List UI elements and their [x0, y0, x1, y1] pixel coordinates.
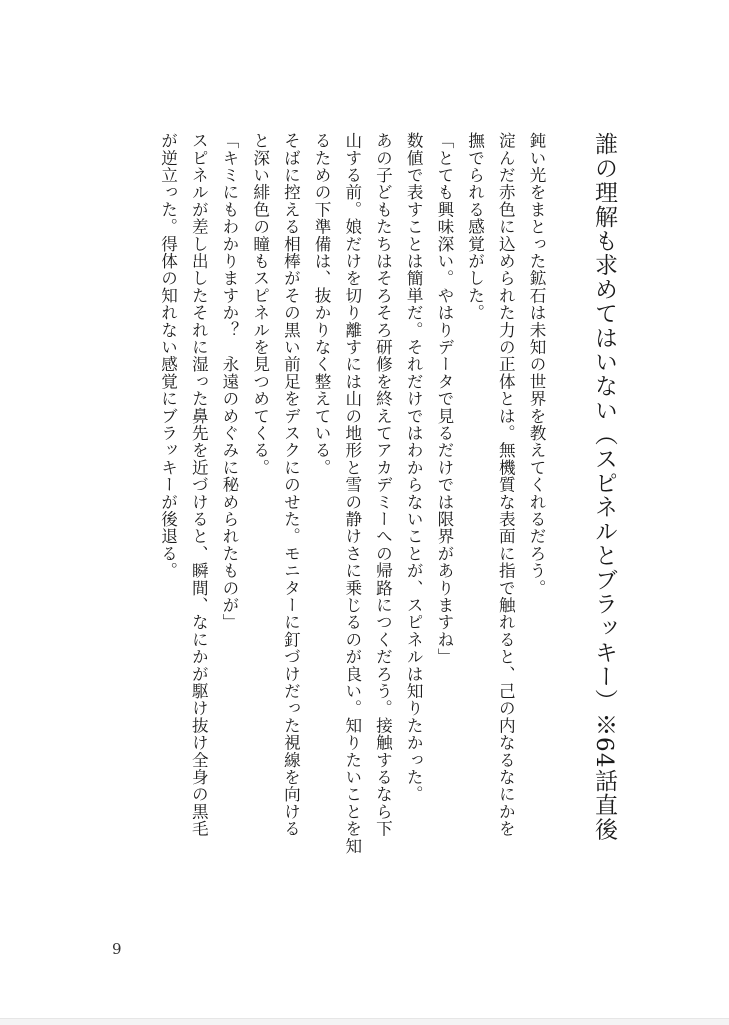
body-line-13: が逆立った。得体の知れない感覚にブラッキーが後退る。 [158, 132, 178, 580]
story-title: 誰の理解も求めてはいない（スピネルとブラッキー）※64話直後 [591, 132, 617, 842]
body-line-6: あの子どもたちはそろそろ研修を終えてアカデミーへの帰路につくだろう。接触するなら下 [373, 132, 393, 838]
page-number: 9 [112, 940, 122, 958]
body-line-4: 「とても興味深い。やはりデータで見るだけでは限界がありますね」 [434, 132, 454, 666]
body-line-12: スピネルが差し出したそれに湿った鼻先を近づけると、瞬間、なにかが駆け抜け全身の黒毛 [189, 132, 209, 838]
vertical-text-block [152, 132, 623, 992]
body-line-11: 「キミにもわかりますか？ 永遠のめぐみに秘められたものが」 [219, 132, 239, 631]
body-line-7: 山する前。娘だけを切り離すには山の地形と雪の静けさに乗じるのが良い。知りたいことを知 [342, 132, 362, 855]
body-line-3: 撫でられる感覚がした。 [465, 132, 485, 322]
body-line-8: るための下準備は、抜かりなく整えている。 [312, 132, 332, 476]
body-line-9: そばに控える相棒がその黒い前足をデスクにのせた。モニターに釘づけだった視線を向ける [281, 132, 301, 838]
body-line-1: 鈍い光をまとった鉱石は未知の世界を教えてくれるだろう。 [527, 132, 546, 597]
body-line-2: 淀んだ赤色に込められた力の正体とは。無機質な表面に指で触れると、己の内なるなにかを [496, 132, 516, 838]
body-line-5: 数値で表すことは簡単だ。それだけではわからないことが、スピネルは知りたかった。 [404, 132, 424, 803]
body-line-10: と深い緋色の瞳もスピネルを見つめてくる。 [250, 132, 270, 476]
